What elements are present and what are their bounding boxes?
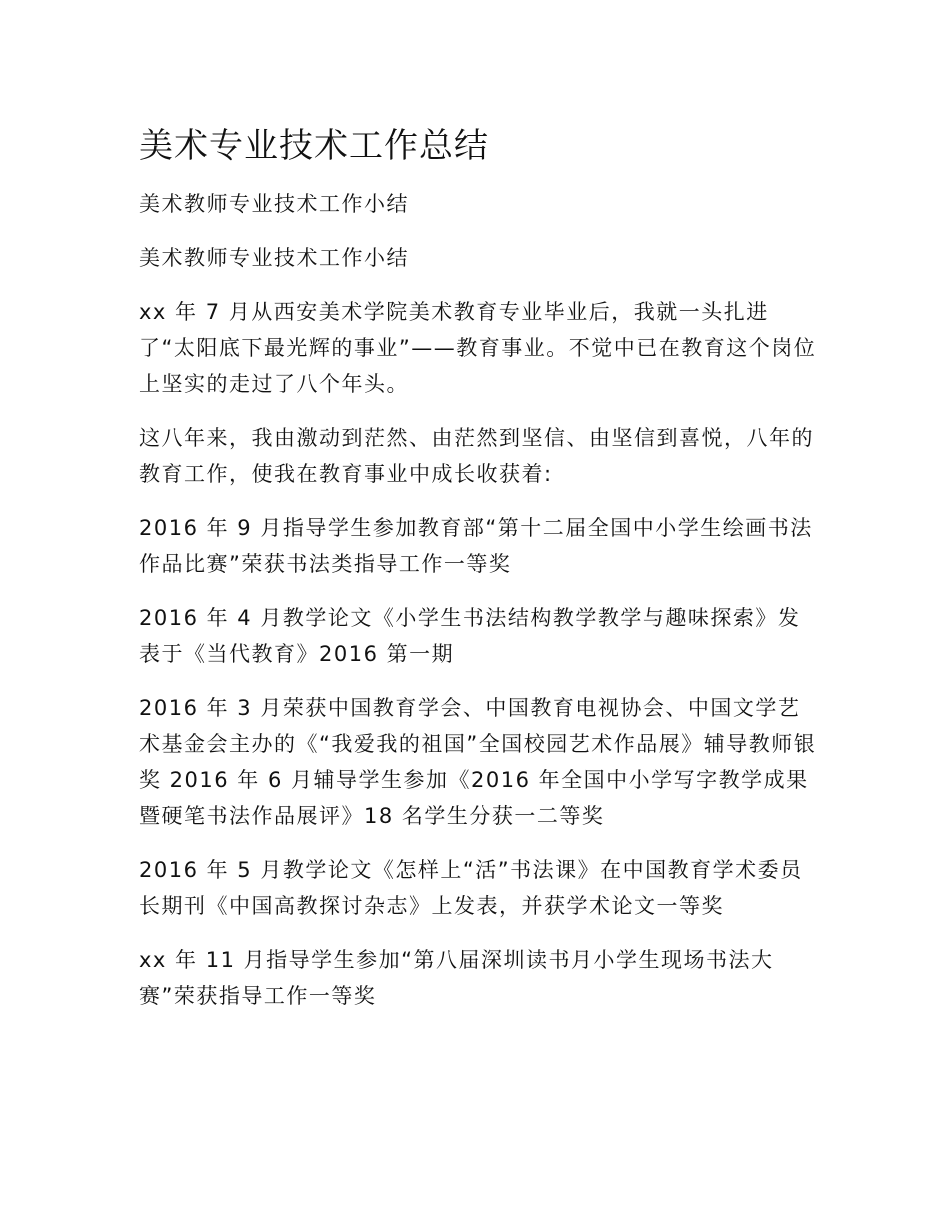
- paragraph-award-xx-11: xx 年 11 月指导学生参加“第八届深圳读书月小学生现场书法大赛”荣获指导工作一等奖: [139, 948, 774, 1008]
- paragraph-paper-2016-04: 2016 年 4 月教学论文《小学生书法结构教学教学与趣味探索》发表于《当代教育》2016 第一期: [139, 606, 801, 666]
- document-page: [139, 118, 819, 1032]
- paragraph-award-2016-03: 2016 年 3 月荣获中国教育学会、中国教育电视协会、中国文学艺术基金会主办的《“我爱我的祖国”全国校园艺术作品展》辅导教师银奖 2016 年 6 月辅导学生参加《2016 年全国中小学写字教学成果暨硬笔书法作品展评》18 名学生分获一二等奖: [139, 696, 817, 828]
- paragraph-subtitle-1: 美术教师专业技术工作小结: [139, 192, 409, 216]
- paragraph-subtitle-2: 美术教师专业技术工作小结: [139, 246, 409, 270]
- document-title: 美术专业技术工作总结: [139, 126, 489, 166]
- paragraph-paper-2016-05: 2016 年 5 月教学论文《怎样上“活”书法课》在中国教育学术委员长期刊《中国高教探讨杂志》上发表，并获学术论文一等奖: [139, 858, 803, 918]
- paragraph-intro: xx 年 7 月从西安美术学院美术教育专业毕业后，我就一头扎进了“太阳底下最光辉的事业”——教育事业。不觉中已在教育这个岗位上坚实的走过了八个年头。: [139, 300, 817, 396]
- paragraph-eight-years: 这八年来，我由激动到茫然、由茫然到坚信、由坚信到喜悦，八年的教育工作，使我在教育事业中成长收获着:: [139, 426, 814, 486]
- paragraph-award-2016-09: 2016 年 9 月指导学生参加教育部“第十二届全国中小学生绘画书法作品比赛”荣获书法类指导工作一等奖: [139, 516, 813, 576]
